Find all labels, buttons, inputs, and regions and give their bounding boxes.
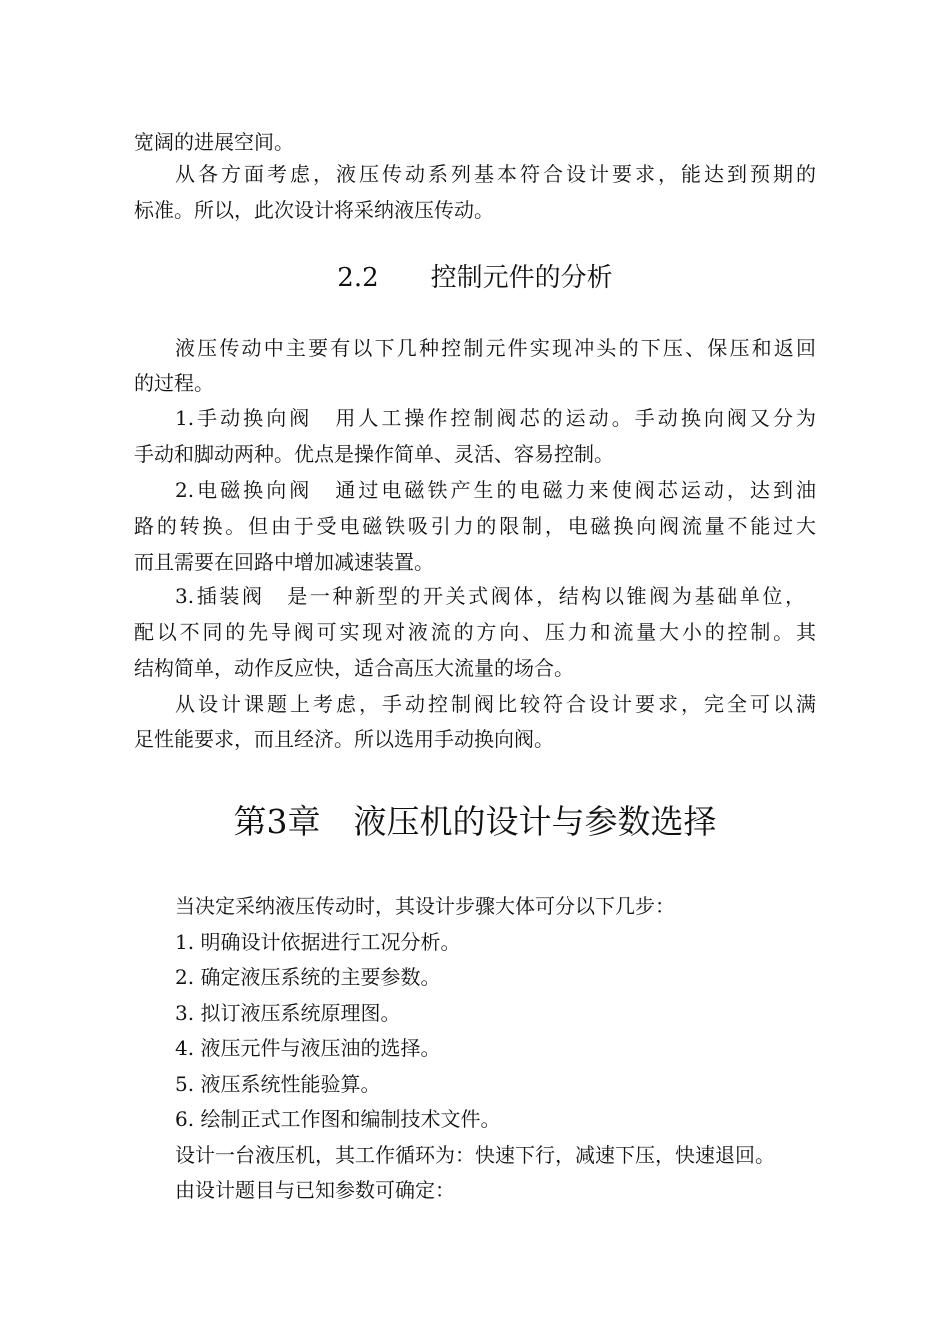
- list-item-line: 而且需要在回路中增加减速装置。: [134, 550, 434, 574]
- section-number: 2.2: [337, 263, 379, 293]
- paragraph-line: 从设计课题上考虑，手动控制阀比较符合设计要求，完全可以满: [175, 692, 816, 716]
- list-item-line: 配以不同的先导阀可实现对液流的方向、压力和流量大小的控制。其: [134, 620, 816, 644]
- paragraph-line: 由设计题目与已知参数可确定：: [175, 1178, 455, 1202]
- list-item: 3. 拟订液压系统原理图。: [175, 1001, 401, 1025]
- chapter-heading: [0, 798, 950, 846]
- list-item: 4. 液压元件与液压油的选择。: [175, 1036, 441, 1060]
- paragraph-line: 液压传动中主要有以下几种控制元件实现冲头的下压、保压和返回: [175, 336, 816, 360]
- list-item-line: 路的转换。但由于受电磁铁吸引力的限制，电磁换向阀流量不能过大: [134, 514, 816, 538]
- paragraph-line: 的过程。: [134, 371, 214, 395]
- list-item-line: 1.手动换向阀 用人工操作控制阀芯的运动。手动换向阀又分为: [175, 406, 816, 430]
- list-item: 2. 确定液压系统的主要参数。: [175, 965, 441, 989]
- section-heading: [0, 258, 950, 298]
- list-item: 1. 明确设计依据进行工况分析。: [175, 930, 461, 954]
- paragraph-line: 当决定采纳液压传动时，其设计步骤大体可分以下几步：: [175, 894, 675, 918]
- list-item: 6. 绘制正式工作图和编制技术文件。: [175, 1107, 501, 1131]
- paragraph-line: 设计一台液压机，其工作循环为：快速下行，减速下压，快速退回。: [175, 1143, 775, 1167]
- chapter-title: 液压机的设计与参数选择: [353, 802, 717, 841]
- list-item-line: 3.插装阀 是一种新型的开关式阀体，结构以锥阀为基础单位，: [175, 584, 805, 608]
- list-item-line: 2.电磁换向阀 通过电磁铁产生的电磁力来使阀芯运动，达到油: [175, 478, 816, 502]
- paragraph-line: 宽阔的进展空间。: [134, 130, 294, 154]
- paragraph-line: 从各方面考虑，液压传动系列基本符合设计要求，能达到预期的: [175, 162, 816, 186]
- paragraph-line: 足性能要求，而且经济。所以选用手动换向阀。: [134, 727, 554, 751]
- list-item: 5. 液压系统性能验算。: [175, 1072, 381, 1096]
- chapter-number: 第3章: [233, 802, 321, 841]
- list-item-line: 结构简单，动作反应快，适合高压大流量的场合。: [134, 656, 574, 680]
- section-title: 控制元件的分析: [430, 263, 613, 293]
- paragraph-line: 标准。所以，此次设计将采纳液压传动。: [134, 198, 494, 222]
- list-item-line: 手动和脚动两种。优点是操作简单、灵活、容易控制。: [134, 442, 614, 466]
